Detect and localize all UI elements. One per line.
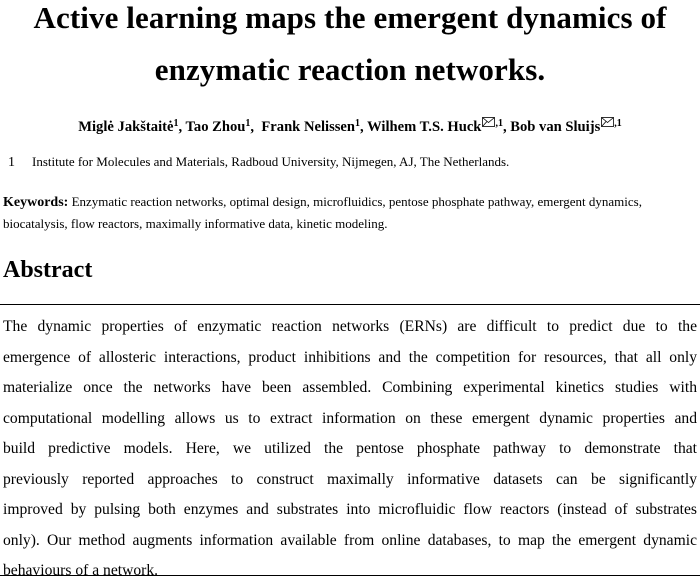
affiliation-number: 1 [8, 155, 15, 170]
author-name: Tao Zhou [185, 119, 246, 135]
affiliation-text: Institute for Molecules and Materials, Radboud University, Nijmegen, AJ, The Netherlands. [32, 154, 510, 169]
keywords-text-1: Enzymatic reaction networks, optimal design, microfluidics, pentose phosphate pathway, emergent dynamics, [71, 194, 642, 209]
abstract-line: behaviours of a network. [3, 562, 159, 579]
affiliation [8, 153, 509, 172]
author-list: Miglė Jakštaitė$^1$, Tao Zhou$^1$, Frank Nelissen$^1$, Wilhem T.S. Huck $^{,1}$, Bob van Sluijs $^{,1}$ [78, 118, 622, 135]
abstract-line: improved by pulsing both enzymes and substrates into microfluidic flow reactors (instead of substrates [3, 501, 697, 518]
author-affiliation-mark: ,1 [495, 118, 503, 129]
author-affiliation-mark: 1 [245, 118, 251, 129]
keywords [3, 193, 697, 233]
abstract-body [3, 312, 697, 587]
section-divider [0, 575, 700, 576]
author-name: Wilhem T.S. Huck [367, 119, 482, 135]
author-affiliation-mark: ,1 [614, 118, 622, 129]
paper-title [0, 0, 700, 96]
author-name: Miglė Jakštaitė [78, 119, 174, 135]
keywords-text-2: biocatalysis, flow reactors, maximally informative data, kinetic modeling. [3, 216, 388, 231]
author-affiliation-mark: 1 [173, 118, 179, 129]
envelope-icon[interactable] [482, 117, 495, 127]
abstract-line: computational modelling allows us to extract information on these emergent dynamic properties and [3, 409, 697, 427]
keywords-line-1 [3, 193, 697, 211]
paper-title-line-2: enzymatic reaction networks. [154, 52, 546, 87]
abstract-line: only). Our method augments information available from online databases, to map the emergent dynamic [3, 531, 697, 549]
abstract-line: previously reported approaches to construct maximally informative datasets can be significantly [3, 470, 697, 488]
paper-title-line-1: Active learning maps the emergent dynamics of [33, 0, 667, 35]
author-affiliation-mark: 1 [355, 118, 361, 129]
author-name: Frank Nelissen [261, 119, 356, 135]
abstract-line: materialize once the networks have been assembled. Combining experimental kinetics studies with [3, 379, 697, 396]
keywords-label: Keywords: [3, 195, 69, 210]
author-name: Bob van Sluijs [510, 119, 601, 135]
abstract-line: emergence of allosteric interactions, product inhibitions and the competition for resources, that all only [3, 348, 697, 366]
section-divider [0, 304, 700, 305]
abstract-line: build predictive models. Here, we utilized the pentose phosphate pathway to demonstrate that [3, 440, 697, 457]
abstract-heading: Abstract [3, 257, 93, 283]
abstract-line: The dynamic properties of enzymatic reaction networks (ERNs) are difficult to predict due to the [3, 318, 697, 335]
envelope-icon[interactable] [601, 117, 614, 127]
